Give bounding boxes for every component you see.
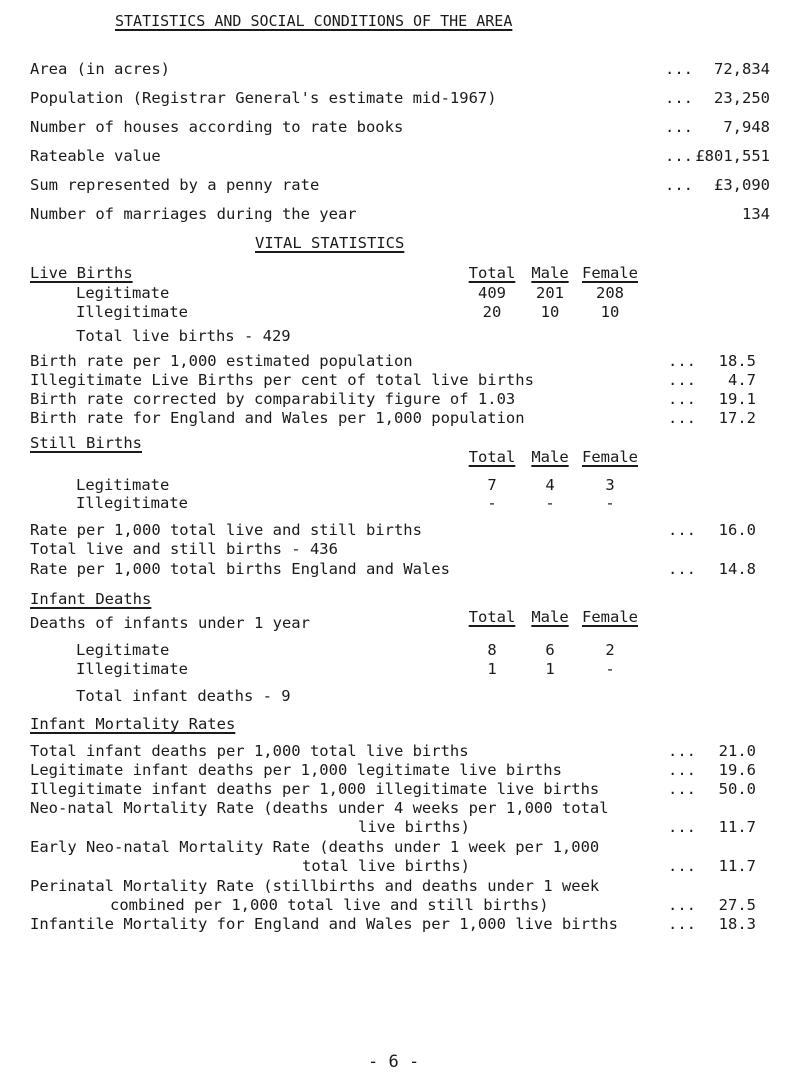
cell-female: 2: [605, 641, 615, 659]
cell-female: -: [605, 494, 615, 512]
rate-value: 50.0: [718, 780, 756, 798]
rate-label-continued: combined per 1,000 total live and still births): [110, 896, 549, 914]
rate-value: 18.5: [718, 352, 756, 370]
rate-label: Perinatal Mortality Rate (stillbirths and deaths under 1 week: [30, 877, 600, 895]
summary-value: £801,551: [695, 147, 770, 165]
column-header-total: Total: [468, 264, 516, 282]
page-number: - 6 -: [368, 1052, 420, 1072]
rate-dots: ...: [668, 857, 696, 875]
rate-label: Legitimate infant deaths per 1,000 legitimate live births: [30, 761, 562, 779]
column-header-total: Total: [468, 608, 516, 626]
rate-dots: ...: [668, 352, 696, 370]
summary-dots: ...: [665, 89, 693, 107]
summary-label: Sum represented by a penny rate: [30, 176, 320, 194]
rate-label: Illegitimate Live Births per cent of total live births: [30, 371, 534, 389]
cell-total: 20: [482, 303, 502, 321]
summary-dots: ...: [665, 147, 693, 165]
cell-male: 1: [545, 660, 555, 678]
section-heading: Infant Mortality Rates: [30, 715, 236, 733]
cell-male: 201: [536, 284, 564, 302]
rate-value: 19.1: [718, 390, 756, 408]
rate-value: 16.0: [718, 521, 756, 539]
rate-dots: ...: [668, 818, 696, 836]
section-heading: Still Births: [30, 434, 142, 452]
page-title: STATISTICS AND SOCIAL CONDITIONS OF THE AREA: [115, 12, 513, 30]
rate-dots: ...: [668, 896, 696, 914]
row-label: Illegitimate: [76, 494, 188, 512]
rate-label: Early Neo-natal Mortality Rate (deaths under 1 week per 1,000: [30, 838, 600, 856]
rate-dots: ...: [668, 915, 696, 933]
rate-dots: ...: [668, 390, 696, 408]
cell-total: 7: [487, 476, 497, 494]
column-header-male: Male: [531, 264, 569, 282]
cell-total: 1: [487, 660, 497, 678]
rate-label: Neo-natal Mortality Rate (deaths under 4 weeks per 1,000 total: [30, 799, 609, 817]
cell-male: 4: [545, 476, 555, 494]
row-label: Illegitimate: [76, 303, 188, 321]
summary-value: 72,834: [714, 60, 770, 78]
rate-label: Total infant deaths per 1,000 total live births: [30, 742, 469, 760]
row-label: Illegitimate: [76, 660, 188, 678]
cell-female: 3: [605, 476, 615, 494]
cell-total: 409: [478, 284, 506, 302]
rate-value: 11.7: [718, 857, 756, 875]
rate-label: Birth rate for England and Wales per 1,000 population: [30, 409, 525, 427]
section-heading: Live Births: [30, 264, 133, 282]
column-header-male: Male: [531, 608, 569, 626]
rate-dots: ...: [668, 521, 696, 539]
cell-male: 6: [545, 641, 555, 659]
rate-label: Infantile Mortality for England and Wales per 1,000 live births: [30, 915, 618, 933]
column-header-total: Total: [468, 448, 516, 466]
rate-dots: ...: [668, 742, 696, 760]
summary-value: £3,090: [714, 176, 770, 194]
rate-label-continued: live births): [358, 818, 470, 836]
cell-total: 8: [487, 641, 497, 659]
column-header-female: Female: [582, 264, 638, 282]
column-header-female: Female: [582, 608, 638, 626]
row-label: Legitimate: [76, 641, 170, 659]
rate-label: Birth rate per 1,000 estimated population: [30, 352, 413, 370]
rate-value: 19.6: [718, 761, 756, 779]
rate-value: 21.0: [718, 742, 756, 760]
rate-dots: ...: [668, 409, 696, 427]
rate-label: Rate per 1,000 total births England and Wales: [30, 560, 450, 578]
rate-value: 14.8: [718, 560, 756, 578]
cell-female: 10: [600, 303, 620, 321]
cell-total: -: [487, 494, 497, 512]
summary-value: 134: [742, 205, 770, 223]
cell-female: 208: [596, 284, 624, 302]
cell-female: -: [605, 660, 615, 678]
rate-dots: ...: [668, 560, 696, 578]
summary-label: Rateable value: [30, 147, 161, 165]
rate-label: Birth rate corrected by comparability figure of 1.03: [30, 390, 516, 408]
rate-label: Rate per 1,000 total live and still births: [30, 521, 422, 539]
summary-dots: ...: [665, 60, 693, 78]
vital-statistics-title: VITAL STATISTICS: [255, 234, 405, 252]
summary-value: 7,948: [723, 118, 770, 136]
row-label: Legitimate: [76, 284, 170, 302]
rate-label-continued: total live births): [302, 857, 470, 875]
total-line: Total live and still births - 436: [30, 540, 338, 558]
rate-value: 27.5: [718, 896, 756, 914]
cell-male: 10: [540, 303, 560, 321]
rate-dots: ...: [668, 371, 696, 389]
column-header-male: Male: [531, 448, 569, 466]
total-line: Total infant deaths - 9: [76, 687, 291, 705]
rate-value: 11.7: [718, 818, 756, 836]
cell-male: -: [545, 494, 555, 512]
rate-dots: ...: [668, 761, 696, 779]
section-heading: Infant Deaths: [30, 590, 152, 608]
summary-label: Population (Registrar General's estimate mid-1967): [30, 89, 497, 107]
summary-label: Area (in acres): [30, 60, 170, 78]
summary-dots: ...: [665, 176, 693, 194]
total-line: Total live births - 429: [76, 327, 291, 345]
row-label: Legitimate: [76, 476, 170, 494]
summary-dots: ...: [665, 118, 693, 136]
rate-value: 18.3: [718, 915, 756, 933]
rate-dots: ...: [668, 780, 696, 798]
rate-value: 4.7: [728, 371, 756, 389]
summary-value: 23,250: [714, 89, 770, 107]
section-subheading: Deaths of infants under 1 year: [30, 614, 310, 632]
column-header-female: Female: [582, 448, 638, 466]
rate-value: 17.2: [718, 409, 756, 427]
summary-label: Number of houses according to rate books: [30, 118, 404, 136]
rate-label: Illegitimate infant deaths per 1,000 illegitimate live births: [30, 780, 600, 798]
summary-label: Number of marriages during the year: [30, 205, 357, 223]
